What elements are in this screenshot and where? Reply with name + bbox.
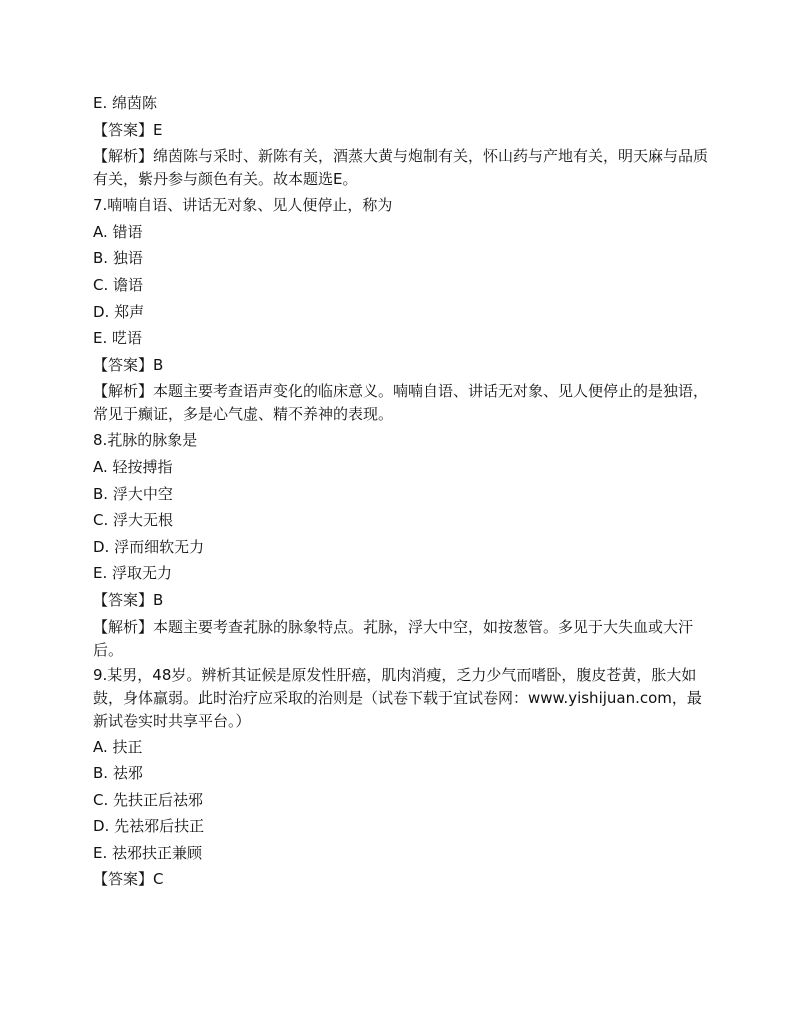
option-d-q9: D. 先祛邪后扶正 <box>93 817 205 836</box>
analysis-q6: 【解析】绵茵陈与采时、新陈有关，酒蒸大黄与炮制有关，怀山药与产地有关，明天麻与品质有关，紫丹参与颜色有关。故本题选E。 <box>93 147 709 189</box>
question-9: 9.某男，48岁。辨析其证候是原发性肝癌，肌肉消瘦，乏力少气而嗜卧，腹皮苍黄，胀大如鼓，身体羸弱。此时治疗应采取的治则是（试卷下载于宜试卷网：www.yishijuan.com，最新试卷实时共享平台。） <box>93 665 702 730</box>
option-d-q8: D. 浮而细软无力 <box>93 537 205 556</box>
document-body <box>93 90 708 893</box>
answer-q8: 【答案】B <box>93 590 164 609</box>
answer-q9: 【答案】C <box>93 870 164 889</box>
option-c-q8: C. 浮大无根 <box>93 511 174 530</box>
option-c-q9: C. 先扶正后祛邪 <box>93 790 204 809</box>
option-a-q9: A. 扶正 <box>93 737 143 756</box>
option-e-q9: E. 祛邪扶正兼顾 <box>93 843 203 862</box>
option-a-q8: A. 轻按搏指 <box>93 457 173 476</box>
option-b-q9: B. 祛邪 <box>93 764 143 783</box>
option-b-q8: B. 浮大中空 <box>93 484 173 503</box>
analysis-q7: 【解析】本题主要考查语声变化的临床意义。喃喃自语、讲话无对象、见人便停止的是独语，常见于癫证，多是心气虚、精不养神的表现。 <box>93 382 709 424</box>
option-e-q7: E. 呓语 <box>93 329 143 348</box>
option-e-q8: E. 浮取无力 <box>93 564 173 583</box>
answer-q7: 【答案】B <box>93 355 164 374</box>
option-d-q7: D. 郑声 <box>93 302 145 321</box>
question-8: 8.芤脉的脉象是 <box>93 431 198 450</box>
option-e-q6: E. 绵茵陈 <box>93 94 158 112</box>
analysis-q8: 【解析】本题主要考查芤脉的脉象特点。芤脉，浮大中空，如按葱管。多见于大失血或大汗后。 <box>93 617 694 659</box>
question-7: 7.喃喃自语、讲话无对象、见人便停止，称为 <box>93 196 393 215</box>
option-c-q7: C. 谵语 <box>93 275 144 294</box>
answer-q6: 【答案】E <box>93 120 163 139</box>
option-a-q7: A. 错语 <box>93 222 143 241</box>
option-b-q7: B. 独语 <box>93 249 143 268</box>
